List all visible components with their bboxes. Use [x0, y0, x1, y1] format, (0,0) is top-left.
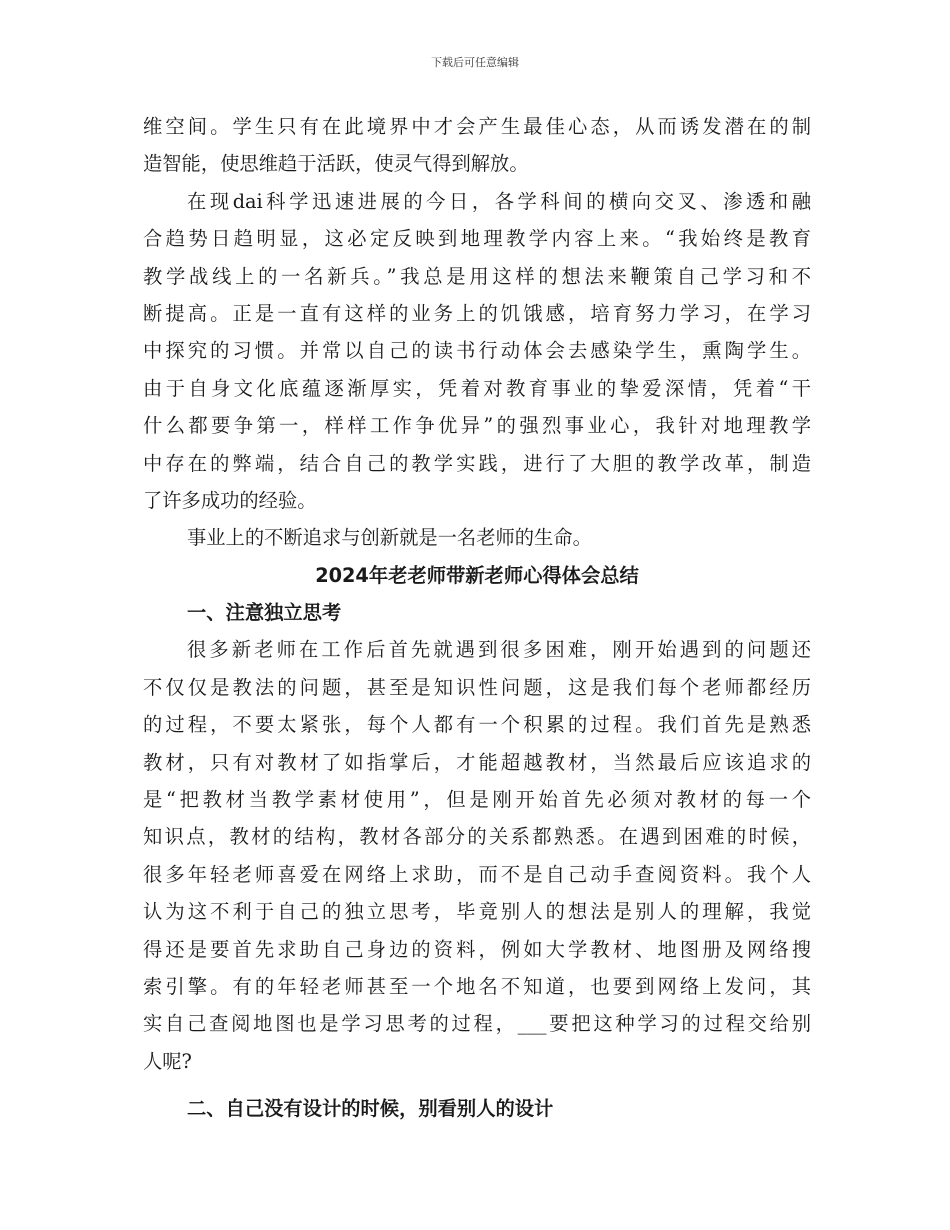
text-line: 在现dai科学迅速进展的今日，各学科间的横向交叉、渗透和融	[187, 189, 811, 213]
page-header: 下载后可任意编辑	[431, 56, 519, 69]
text-line: 什么都要争第一，样样工作争优异”的强烈事业心，我针对地理教学	[143, 414, 811, 438]
text-line: 很多新老师在工作后首先就遇到很多困难，刚开始遇到的问题还	[187, 638, 811, 662]
text-line: 索引擎。有的年轻老师甚至一个地名不知道，也要到网络上发问，其	[143, 974, 811, 998]
text-line: 知识点，教材的结构，教材各部分的关系都熟悉。在遇到困难的时候，	[143, 825, 811, 849]
text-line: 了许多成功的经验。	[143, 488, 317, 512]
section-title: 2024年老老师带新老师心得体会总结	[315, 563, 639, 587]
section-heading: 一、注意独立思考	[187, 601, 342, 625]
paragraph-spacer	[143, 1080, 811, 1090]
text-line: 实自己查阅地图也是学习思考的过程，___要把这种学习的过程交给别	[143, 1012, 811, 1036]
text-line: 合趋势日趋明显，这必定反映到地理教学内容上来。“我始终是教育	[143, 227, 811, 251]
document-body	[143, 108, 811, 1128]
text-line: 维空间。学生只有在此境界中才会产生最佳心态，从而诱发潜在的制	[143, 115, 811, 138]
text-line: 得还是要首先求助自己身边的资料，例如大学教材、地图册及网络搜	[143, 937, 811, 961]
text-line: 认为这不利于自己的独立思考，毕竟别人的想法是别人的理解，我觉	[143, 900, 811, 924]
text-line: 造智能，使思维趋于活跃，使灵气得到解放。	[143, 152, 529, 176]
text-line: 是“把教材当教学素材使用”，但是刚开始首先必须对教材的每一个	[143, 788, 811, 812]
text-line: 中存在的弊端，结合自己的教学实践，进行了大胆的教学改革，制造	[143, 451, 811, 475]
text-line: 事业上的不断追求与创新就是一名老师的生命。	[187, 526, 592, 550]
text-line: 由于自身文化底蕴逐渐厚实，凭着对教育事业的挚爱深情，凭着“干	[143, 376, 811, 400]
section-heading: 二、自己没有设计的时候，别看别人的设计	[187, 1097, 554, 1121]
text-line: 教学战线上的一名新兵。”我总是用这样的想法来鞭策自己学习和不	[143, 264, 811, 288]
text-line: 断提高。正是一直有这样的业务上的饥饿感，培育努力学习，在学习	[143, 301, 811, 325]
text-line: 教材，只有对教材了如指掌后，才能超越教材，当然最后应该追求的	[143, 750, 811, 774]
text-line: 中探究的习惯。并常以自己的读书行动体会去感染学生，熏陶学生。	[143, 339, 811, 363]
text-line: 人呢?	[143, 1049, 192, 1073]
text-line: 的过程，不要太紧张，每个人都有一个积累的过程。我们首先是熟悉	[143, 713, 811, 737]
text-line: 很多年轻老师喜爱在网络上求助，而不是自己动手查阅资料。我个人	[143, 862, 811, 886]
text-line: 不仅仅是教法的问题，甚至是知识性问题，这是我们每个老师都经历	[143, 675, 811, 699]
